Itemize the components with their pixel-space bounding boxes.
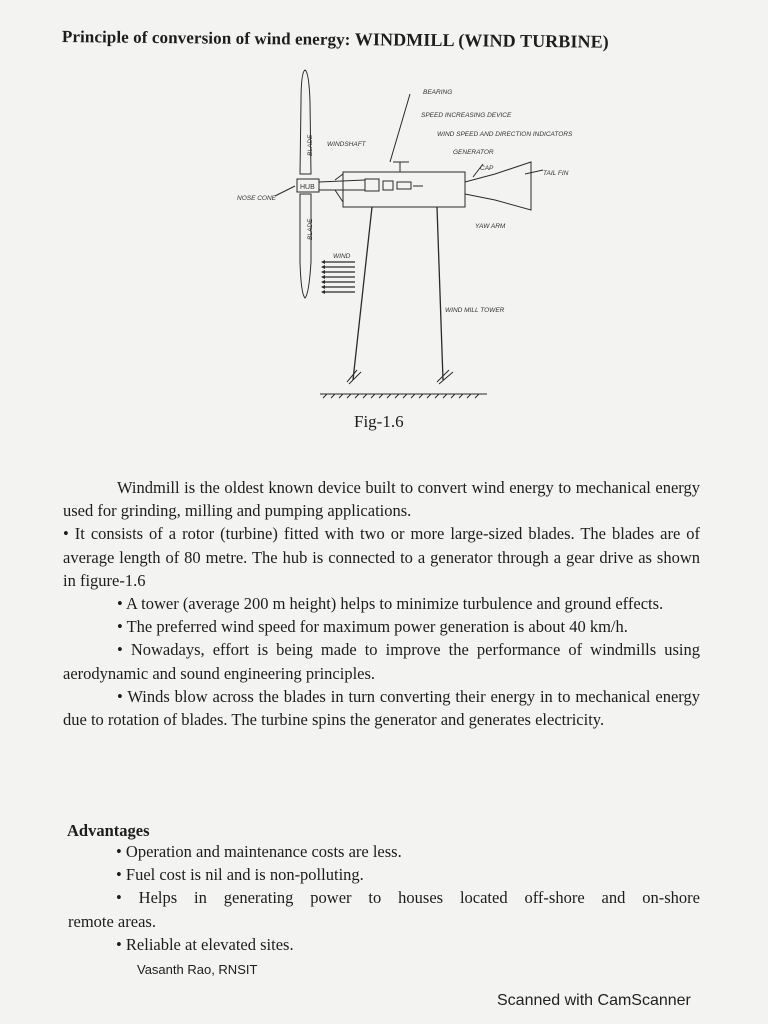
label-cap: CAP xyxy=(480,165,494,172)
scanner-watermark: Scanned with CamScanner xyxy=(497,992,691,1009)
advantage-item: • Operation and maintenance costs are less. xyxy=(116,842,402,861)
label-nose-cone: NOSE CONE xyxy=(237,195,277,202)
bearing-box xyxy=(365,179,379,191)
advantage-item: • Fuel cost is nil and is non-polluting. xyxy=(116,865,364,885)
label-bearing: BEARING xyxy=(423,89,453,96)
paragraph-nowadays: • Nowadays, effort is being made to improve the performance of windmills using aerodynamic and sound engineering principles. xyxy=(63,640,700,683)
advantage-item: • Reliable at elevated sites. xyxy=(116,934,294,954)
title-caps-text: WINDMILL (WIND TURBINE) xyxy=(354,29,609,52)
windmill-diagram xyxy=(225,62,573,412)
label-hub: HUB xyxy=(300,184,315,191)
advantages-list xyxy=(68,840,700,956)
advantages-heading: Advantages xyxy=(67,821,150,840)
gear-box xyxy=(383,181,393,190)
nose-cone-pointer xyxy=(275,186,295,196)
wind-indicator xyxy=(393,162,409,172)
paragraph-intro: Windmill is the oldest known device built to convert wind energy to mechanical energy used for grinding, milling and pumping applications. xyxy=(63,478,700,521)
paragraph-wind-speed: • The preferred wind speed for maximum power generation is about 40 km/h. xyxy=(117,617,628,637)
label-blade-top: BLADE xyxy=(307,134,314,156)
advantage-item: • Helps in generating power to houses located off-shore and on-shore xyxy=(116,888,700,908)
lower-blade xyxy=(300,194,311,298)
label-speed-device: SPEED INCREASING DEVICE xyxy=(421,112,512,119)
footer-author: Vasanth Rao, RNSIT xyxy=(137,962,258,977)
paragraph-rotor: • It consists of a rotor (turbine) fitted with two or more large-sized blades. The blades are of average length of 80 metre. The hub is connected to a generator through a gear drive as shown in figure-1.6 xyxy=(63,524,700,590)
label-tower: WIND MILL TOWER xyxy=(445,307,505,314)
page-title xyxy=(62,26,702,54)
ground-hatching xyxy=(323,394,479,398)
body-text xyxy=(63,476,700,731)
figure-caption: Fig-1.6 xyxy=(354,412,404,431)
label-generator: GENERATOR xyxy=(453,149,494,156)
windshaft xyxy=(319,180,365,190)
advantage-item-continuation: remote areas. xyxy=(68,911,156,931)
label-yaw-arm: YAW ARM xyxy=(475,223,506,230)
tower-legs xyxy=(353,207,443,380)
label-tail-fin: TAIL FIN xyxy=(543,170,569,177)
label-windshaft: WINDSHAFT xyxy=(327,141,366,148)
label-wind: WIND xyxy=(333,253,351,260)
generator-box xyxy=(397,182,411,189)
wind-arrows xyxy=(325,262,355,292)
label-blade-bottom: BLADE xyxy=(307,218,314,240)
paragraph-winds-blow: • Winds blow across the blades in turn converting their energy in to mechanical energy due to rotation of blades. The turbine spins the generator and generates electricity. xyxy=(63,686,700,730)
tail-fin xyxy=(465,162,531,210)
upper-blade xyxy=(300,70,311,174)
title-text: Principle of conversion of wind energy: xyxy=(61,26,355,50)
paragraph-tower: • A tower (average 200 m height) helps to minimize turbulence and ground effects. xyxy=(117,594,664,614)
label-indicators: WIND SPEED AND DIRECTION INDICATORS xyxy=(437,131,573,138)
